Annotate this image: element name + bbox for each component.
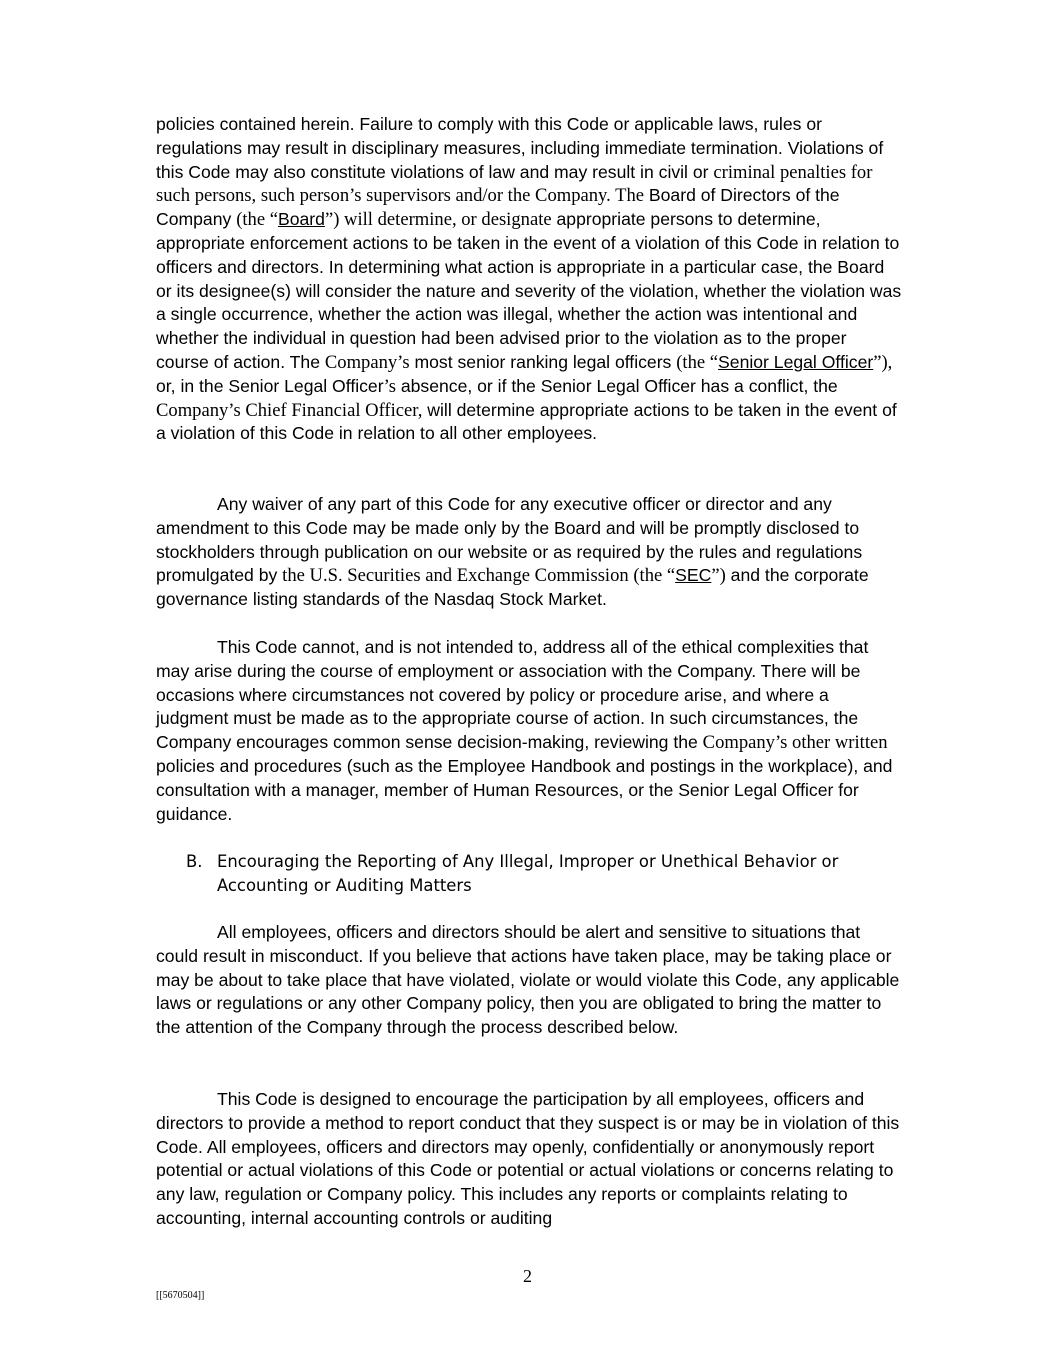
text-run: This Code cannot, and is not intended to, address all of the ethical complexities that may arise during the course of employment or association with the Company. There will be occasions where circumstances not covered by policy or procedure arise, and where a judgment must be made as to the appropriate course of action. In such circumstances, the Company encourages common sense decision-making, reviewing the bbox=[156, 637, 869, 753]
text-run: Company’s bbox=[324, 351, 410, 373]
paragraph-waiver bbox=[156, 493, 904, 612]
text-run: (the “ bbox=[676, 351, 719, 373]
page-number: 2 bbox=[523, 1266, 532, 1286]
defined-term-board bbox=[236, 209, 551, 230]
text-run: (the “ bbox=[236, 209, 278, 231]
document-id: [[5670504]] bbox=[156, 1290, 205, 1301]
senior-legal-officer-term: Senior Legal Officer bbox=[718, 351, 874, 372]
paragraph-enforcement bbox=[156, 113, 904, 446]
paragraph-ethical-complexities bbox=[156, 636, 904, 826]
text-run: criminal penalties for such persons, such person’s supervisors and/or the Company. The bbox=[156, 161, 873, 207]
text-run: policies contained herein. Failure to comply with this Code or applicable laws, rules or regulations may result in disciplinary measures, including immediate termination. Violations of this Code may also constitute violations of law and may result in civil or bbox=[156, 114, 884, 182]
paragraph-reporting: This Code is designed to encourage the participation by all employees, officers and directors to provide a method to report conduct that they suspect is or may be in violation of this Code. All employees, officers and directors may openly, confidentially or anonymously report potential or actual violations of this Code or potential or actual violations or concerns relating to any law, regulation or Company policy. This includes any reports or complaints relating to accounting, internal accounting controls or auditing bbox=[156, 1089, 900, 1228]
text-run: Company’s Chief Financial Officer, bbox=[156, 399, 423, 421]
section-title: Encouraging the Reporting of Any Illegal, Improper or Unethical Behavior or Accounting or Auditing Matters bbox=[217, 852, 839, 895]
text-run: will determine appropriate actions to be taken in the event of a violation of this Code in relation to all other employees. bbox=[156, 399, 897, 444]
text-run: most senior ranking legal officers bbox=[409, 351, 677, 372]
text-run: ’s bbox=[383, 375, 396, 397]
text-run: ”), bbox=[873, 351, 893, 373]
sec-term: SEC bbox=[675, 565, 712, 586]
board-term: Board bbox=[278, 209, 325, 230]
text-run: ”) bbox=[711, 565, 726, 587]
text-run: absence, or if the Senior Legal Officer has a conflict, the bbox=[395, 375, 838, 396]
section-letter: B. bbox=[186, 852, 203, 871]
text-run: appropriate persons to determine, appropriate enforcement actions to be taken in the event of a violation of this Code in relation to officers and directors. In determining what action is appropriate in a particular case, the Board or its designee(s) will consider the nature and severity of the violation, whether the violation was a single occurrence, whether the action was illegal, whether the action was intentional and whether the individual in question had been advised prior to the violation as to the proper course of action. The bbox=[156, 209, 902, 372]
text-run: ”) will determine, or designate bbox=[324, 209, 552, 231]
paragraph-alertness: All employees, officers and directors should be alert and sensitive to situations that could result in misconduct. If you believe that actions have taken place, may be taking place or may be about to take place that have violated, violate or would violate this Code, any applicable laws or regulations or any other Company policy, then you are obligated to bring the matter to the attention of the Company through the process described below. bbox=[156, 922, 900, 1038]
text-run: Board of Directors of the Company bbox=[156, 185, 840, 230]
text-run: Company’s other written bbox=[702, 732, 888, 754]
text-run: or, in the Senior Legal Officer bbox=[156, 375, 384, 396]
text-run: the U.S. Securities and Exchange Commission (the “ bbox=[282, 565, 676, 587]
section-heading-b bbox=[186, 850, 906, 898]
text-run: policies and procedures (such as the Employee Handbook and postings in the workplace), and consultation with a manager, member of Human Resources, or the Senior Legal Officer for guidance. bbox=[156, 755, 893, 824]
text-run: and the corporate governance listing standards of the Nasdaq Stock Market. bbox=[156, 565, 869, 610]
text-run: Any waiver of any part of this Code for any executive officer or director and any amendment to this Code may be made only by the Board and will be promptly disclosed to stockholders through publication on our website or as required by the rules and regulations promulgated by bbox=[156, 494, 863, 586]
